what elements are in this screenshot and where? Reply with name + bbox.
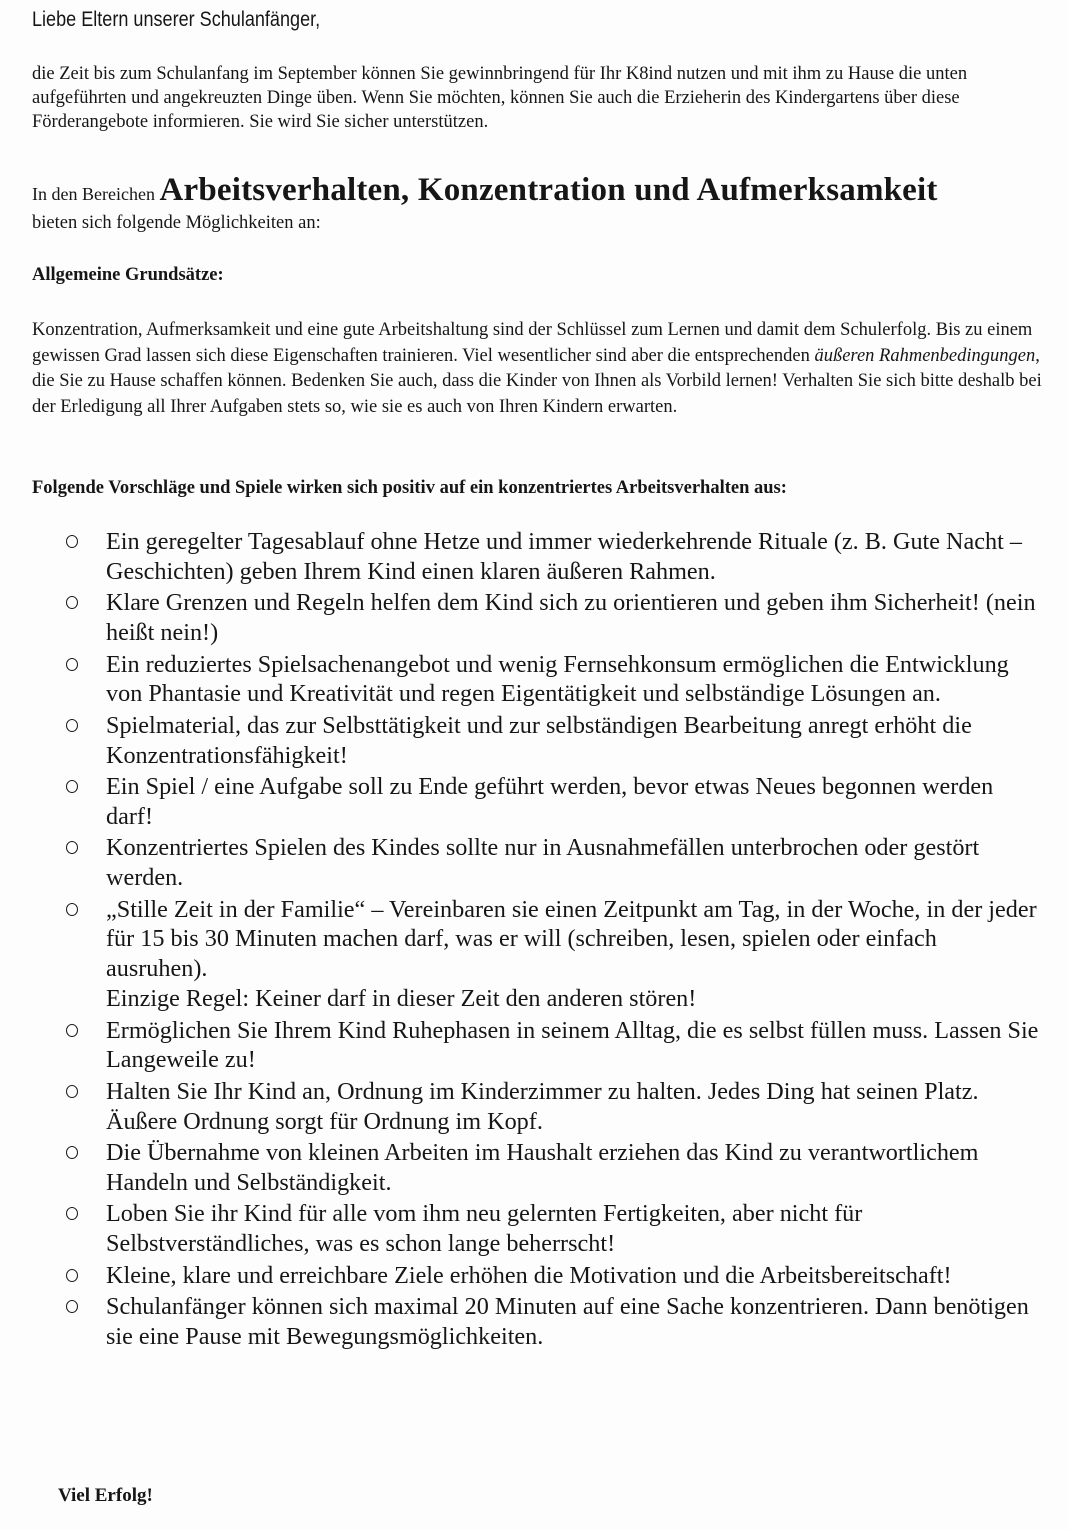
principles-text-2: , die Sie zu Hause schaffen können. Bedenken Sie auch, dass die Kinder von Ihnen als Vorbild lernen! Verhalten Sie sich bitte deshalb bei der Erledigung all Ihrer Aufgaben stets so, wie sie es auch von Ihren Kindern erwarten. bbox=[32, 345, 1042, 417]
list-item-text: Ermöglichen Sie Ihrem Kind Ruhephasen in seinem Alltag, die es selbst füllen muss. Lassen Sie Langeweile zu! bbox=[106, 1016, 1039, 1074]
list-item bbox=[62, 650, 1042, 710]
suggestions-heading: Folgende Vorschläge und Spiele wirken sich positiv auf ein konzentriertes Arbeitsverhalten aus: bbox=[32, 478, 787, 498]
list-item-text: Spielmaterial, das zur Selbsttätigkeit und zur selbständigen Bearbeitung anregt erhöht die Konzentrationsfähigkeit! bbox=[106, 711, 972, 769]
principles-paragraph bbox=[32, 318, 1056, 420]
principles-heading: Allgemeine Grundsätze: bbox=[32, 265, 224, 285]
bullet-icon bbox=[66, 658, 78, 671]
list-item bbox=[62, 1138, 1042, 1198]
intro-paragraph: die Zeit bis zum Schulanfang im September können Sie gewinnbringend für Ihr K8ind nutzen und mit ihm zu Hause die unten aufgeführten und angekreuzten Dinge üben. Wenn Sie möchten, können Sie auch die Erzieherin des Kindergartens über diese Förderangebote informieren. Sie wird Sie sicher unterstützen. bbox=[32, 64, 968, 132]
list-item bbox=[62, 1016, 1042, 1076]
list-item bbox=[62, 1077, 1042, 1137]
suggestions-list bbox=[62, 527, 1042, 1353]
list-item-text: Klare Grenzen und Regeln helfen dem Kind sich zu orientieren und geben ihm Sicherheit! (nein heißt nein!) bbox=[106, 589, 1036, 647]
bullet-icon bbox=[66, 596, 78, 609]
list-item bbox=[62, 833, 1042, 893]
list-item-text: Halten Sie Ihr Kind an, Ordnung im Kinderzimmer zu halten. Jedes Ding hat seinen Platz. Äußere Ordnung sorgt für Ordnung im Kopf. bbox=[106, 1077, 979, 1135]
area-suffix: bieten sich folgende Möglichkeiten an: bbox=[32, 213, 321, 233]
list-item-text: Schulanfänger können sich maximal 20 Minuten auf eine Sache konzentrieren. Dann benötigen sie eine Pause mit Bewegungsmöglichkeiten. bbox=[106, 1293, 1029, 1350]
list-item bbox=[62, 588, 1042, 648]
principles-text-1: Konzentration, Aufmerksamkeit und eine gute Arbeitshaltung sind der Schlüssel zum Lernen und damit dem Schulerfolg. Bis zu einem gewissen Grad lassen sich diese Eigenschaften trainieren. Viel wesentlicher sind aber die entsprechenden bbox=[32, 320, 1033, 366]
bullet-icon bbox=[66, 1269, 78, 1282]
list-item-text: Ein Spiel / eine Aufgabe soll zu Ende geführt werden, bevor etwas Neues begonnen werden darf! bbox=[106, 773, 994, 830]
bullet-icon bbox=[66, 841, 78, 854]
bullet-icon bbox=[66, 1207, 78, 1220]
closing: Viel Erfolg! bbox=[58, 1485, 153, 1506]
list-item-text: Ein reduziertes Spielsachenangebot und wenig Fernsehkonsum ermöglichen die Entwicklung von Phantasie und Kreativität und regen Eigentätigkeit und selbständige Lösungen an. bbox=[106, 650, 1009, 708]
list-item bbox=[62, 1199, 1042, 1259]
list-item bbox=[62, 1292, 1042, 1352]
area-prefix: In den Bereichen bbox=[32, 184, 155, 204]
list-item-text: „Stille Zeit in der Familie“ – Vereinbaren sie einen Zeitpunkt am Tag, in der Woche, in der jeder für 15 bis 30 Minuten machen darf, was er will (schreiben, lesen, spielen oder einfach ausruhen). bbox=[106, 895, 1037, 983]
list-item-text: Loben Sie ihr Kind für alle vom ihm neu gelernten Fertigkeiten, aber nicht für Selbstverständliches, was es schon lange beherrscht! bbox=[106, 1200, 863, 1258]
list-item bbox=[62, 772, 1042, 832]
greeting: Liebe Eltern unserer Schulanfänger, bbox=[32, 8, 321, 31]
list-item-text: Kleine, klare und erreichbare Ziele erhöhen die Motivation und die Arbeitsbereitschaft! bbox=[106, 1261, 952, 1289]
area-title: Arbeitsverhalten, Konzentration und Aufmerksamkeit bbox=[159, 172, 938, 208]
list-item-note: Einzige Regel: Keiner darf in dieser Zeit den anderen stören! bbox=[106, 985, 697, 1013]
list-item bbox=[62, 1261, 1042, 1291]
bullet-icon bbox=[66, 535, 78, 548]
list-item-text: Die Übernahme von kleinen Arbeiten im Haushalt erziehen das Kind zu verantwortlichem Handeln und Selbständigkeit. bbox=[106, 1139, 979, 1196]
list-item-text: Ein geregelter Tagesablauf ohne Hetze und immer wiederkehrende Rituale (z. B. Gute Nacht – Geschichten) geben Ihrem Kind einen klaren äußeren Rahmen. bbox=[106, 528, 1022, 585]
area-line bbox=[32, 172, 938, 209]
bullet-icon bbox=[66, 1146, 78, 1159]
bullet-icon bbox=[66, 1024, 78, 1037]
principles-emphasis: äußeren Rahmenbedingungen bbox=[814, 345, 1036, 366]
list-item-text: Konzentriertes Spielen des Kindes sollte nur in Ausnahmefällen unterbrochen oder gestört werden. bbox=[106, 834, 980, 892]
list-item bbox=[62, 527, 1042, 587]
bullet-icon bbox=[66, 1085, 78, 1098]
bullet-icon bbox=[66, 903, 78, 916]
bullet-icon bbox=[66, 780, 78, 793]
list-item bbox=[62, 895, 1042, 1014]
bullet-icon bbox=[66, 719, 78, 732]
list-item bbox=[62, 711, 1042, 771]
bullet-icon bbox=[66, 1300, 78, 1313]
